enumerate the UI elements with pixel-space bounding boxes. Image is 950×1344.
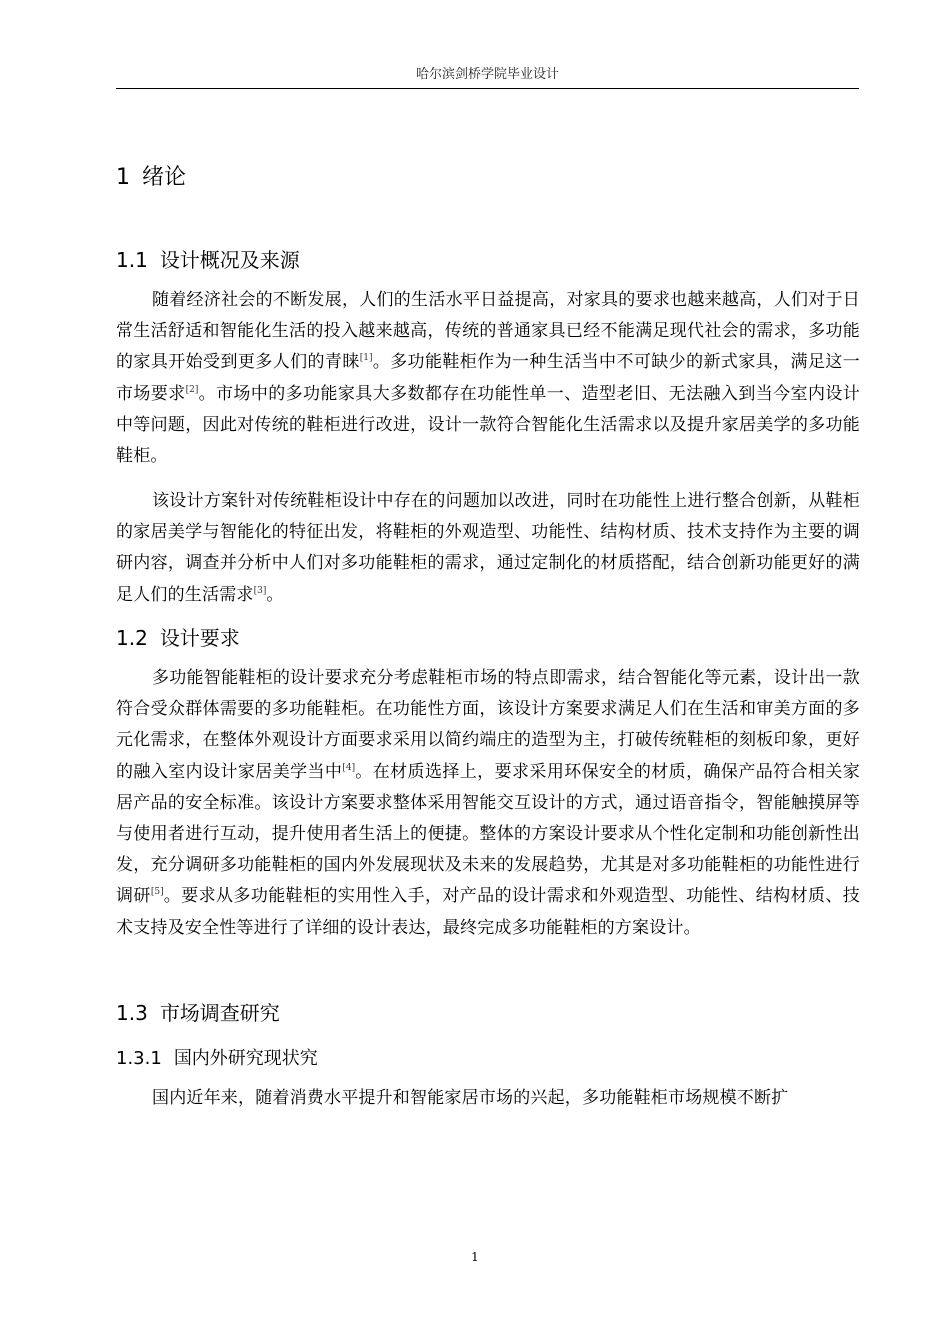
section-title: 设计要求 xyxy=(159,626,240,650)
citation-marker: [4] xyxy=(342,762,356,773)
paragraph-text: 。多功能鞋柜作为一种生活当中不可缺少的新式家具，满足这一市场要求 xyxy=(116,352,860,404)
paragraph-text: 。要求从多功能鞋柜的实用性入手，对产品的设计需求和外观造型、功能性、结构材质、技术支持及安全性等进行了详细的设计表达，最终完成多功能鞋柜的方案设计。 xyxy=(116,886,860,938)
citation-marker: [2] xyxy=(185,384,199,395)
citation-marker: [1] xyxy=(359,353,373,364)
section-number: 1.3 xyxy=(116,1001,148,1025)
section-heading-1-1 xyxy=(116,242,300,278)
subsection-heading-1-3-1 xyxy=(116,1042,318,1076)
paragraph xyxy=(116,663,860,944)
page-header: 哈尔滨剑桥学院毕业设计 xyxy=(415,67,559,82)
section-title: 市场调查研究 xyxy=(159,1001,280,1025)
paragraph-text: 随着经济社会的不断发展，人们的生活水平日益提高，对家具的要求也越来越高，人们对于日常生活舒适和智能化生活的投入越来越高，传统的普通家具已经不能满足现代社会的需求，多功能的家具开始受到更多人们的青睐 xyxy=(116,290,860,373)
subsection-title: 国内外研究现状究 xyxy=(173,1048,318,1069)
paragraph-text: 多功能智能鞋柜的设计要求充分考虑鞋柜市场的特点即需求，结合智能化等元素，设计出一款符合受众群体需要的多功能鞋柜。在功能性方面，该设计方案要求满足人们在生活和审美方面的多元化需求，在整体外观设计方面要求采用以简约端庄的造型为主，打破传统鞋柜的刻板印象，更好的融入室内设计家居美学当中 xyxy=(116,668,860,782)
paragraph-text: 。市场中的多功能家具大多数都存在功能性单一、造型老旧、无法融入到当今室内设计中等问题，因此对传统的鞋柜进行改进，设计一款符合智能化生活需求以及提升家居美学的多功能鞋柜。 xyxy=(116,383,860,467)
section-heading-1-3 xyxy=(116,995,280,1031)
paragraph-text: 。在材质选择上，要求采用环保安全的材质，确保产品符合相关家居产品的安全标准。该设计方案要求整体采用智能交互设计的方式，通过语音指令，智能触摸屏等与使用者进行互动，提升使用者生活上的便捷。整体的方案设计要求从个性化定制和功能创新性出发，充分调研多功能鞋柜的国内外发展现状及未来的发展趋势，尤其是对多功能鞋柜的功能性进行调研 xyxy=(116,761,860,907)
paragraph xyxy=(116,1083,860,1114)
paragraph xyxy=(116,486,860,611)
citation-marker: [5] xyxy=(150,887,164,898)
section-number: 1.1 xyxy=(116,248,148,272)
section-heading-1-2 xyxy=(116,620,240,656)
section-number: 1.2 xyxy=(116,626,148,650)
page-number: 1 xyxy=(471,1250,479,1264)
chapter-heading xyxy=(116,160,186,196)
paragraph-text: 该设计方案针对传统鞋柜设计中存在的问题加以改进，同时在功能性上进行整合创新，从鞋柜的家居美学与智能化的特征出发，将鞋柜的外观造型、功能性、结构材质、技术支持作为主要的调研内容，调查并分析中人们对多功能鞋柜的需求，通过定制化的材质搭配，结合创新功能更好的满足人们的生活需求 xyxy=(116,491,860,605)
citation-marker: [3] xyxy=(253,585,267,596)
paragraph-text: 。 xyxy=(266,584,284,605)
paragraph-text: 国内近年来，随着消费水平提升和智能家居市场的兴起，多功能鞋柜市场规模不断扩 xyxy=(152,1088,789,1108)
subsection-number: 1.3.1 xyxy=(116,1048,162,1069)
section-title: 设计概况及来源 xyxy=(159,248,300,272)
chapter-number: 1 xyxy=(116,165,130,190)
paragraph xyxy=(116,285,860,472)
chapter-title: 绪论 xyxy=(142,165,187,190)
header-rule xyxy=(116,88,859,89)
